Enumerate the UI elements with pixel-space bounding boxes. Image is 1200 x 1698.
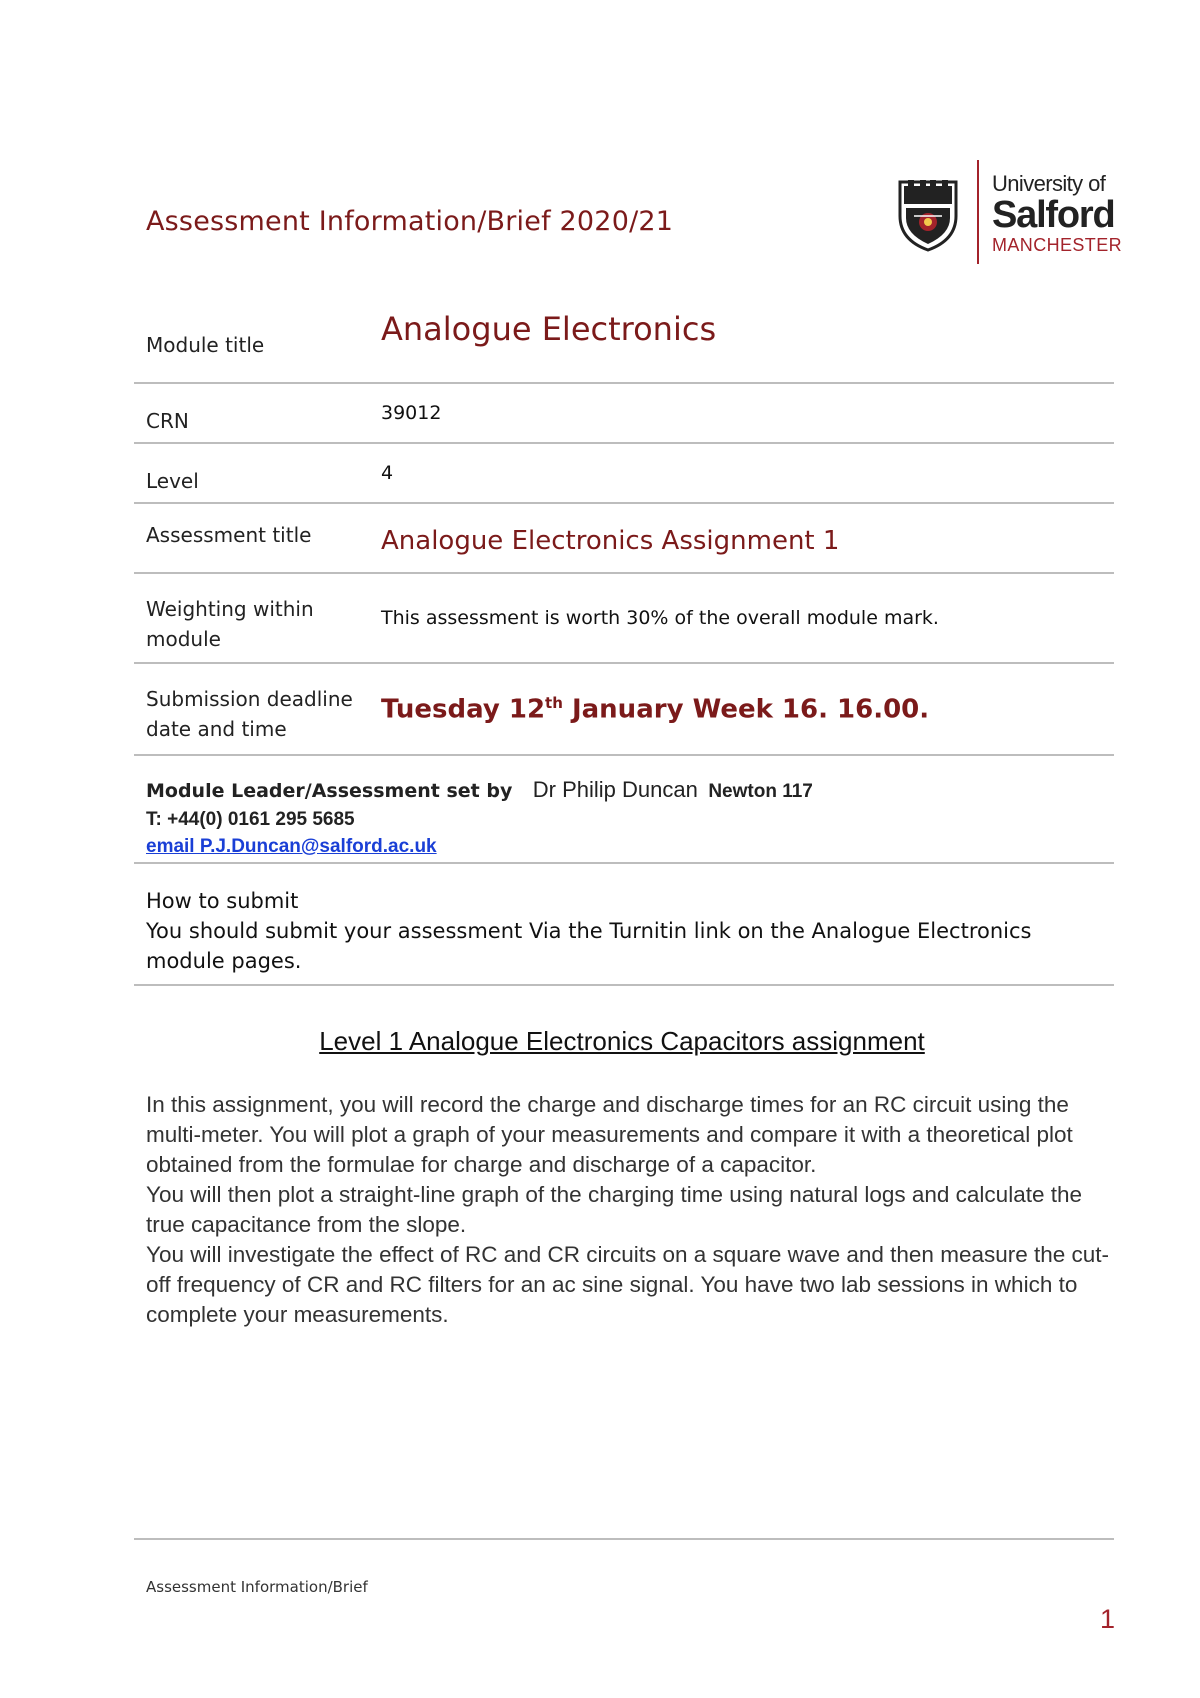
assessment-title-label: Assessment title — [146, 523, 312, 547]
row-how-to-submit — [134, 864, 1114, 986]
deadline-suffix: th — [545, 694, 563, 712]
weighting-value: This assessment is worth 30% of the overall module mark. — [381, 607, 939, 629]
row-deadline — [134, 664, 1114, 756]
logo-wordmark — [992, 172, 1122, 256]
module-leader-email-link[interactable]: email P.J.Duncan@salford.ac.uk — [146, 836, 437, 857]
assessment-info-table — [134, 310, 1114, 986]
row-weighting — [134, 574, 1114, 664]
crn-label: CRN — [146, 409, 189, 433]
row-level — [134, 444, 1114, 504]
row-module-title — [134, 310, 1114, 384]
intro-paragraph-1: In this assignment, you will record the charge and discharge times for an RC circuit using the multi-meter. You will plot a graph of your measurements and compare it with a theoretical plot obtained from the formulae for charge and discharge of a capacitor. — [146, 1092, 1073, 1177]
level-label: Level — [146, 469, 199, 493]
row-assessment-title — [134, 504, 1114, 574]
crest-icon — [896, 176, 960, 252]
row-module-leader — [134, 756, 1114, 864]
module-leader-name: Dr Philip Duncan — [532, 777, 698, 802]
how-to-submit-label: How to submit — [146, 889, 299, 913]
intro-paragraph-2: You will then plot a straight-line graph of the charging time using natural logs and calculate the true capacitance from the slope. — [146, 1182, 1083, 1237]
row-crn — [134, 384, 1114, 444]
deadline-rest: January Week 16. 16.00. — [562, 694, 930, 725]
page-number: 1 — [1100, 1604, 1116, 1634]
logo-salford: Salford — [992, 194, 1115, 236]
module-leader-block — [146, 776, 813, 861]
document-title: Assessment Information/Brief 2020/21 — [146, 206, 674, 237]
deadline-label — [146, 684, 353, 744]
crn-value: 39012 — [381, 402, 442, 424]
weighting-label-line2: module — [146, 627, 221, 651]
intro-text — [146, 1090, 1121, 1330]
footer-divider — [134, 1538, 1114, 1540]
section-title: Level 1 Analogue Electronics Capacitors assignment — [319, 1026, 925, 1056]
logo-divider — [977, 160, 979, 264]
how-to-submit-block — [146, 886, 1086, 976]
level-value: 4 — [381, 462, 394, 484]
footer-text: Assessment Information/Brief — [146, 1578, 368, 1596]
how-to-submit-text: You should submit your assessment Via the Turnitin link on the Analogue Electronics module pages. — [146, 919, 1032, 973]
university-logo — [896, 160, 1123, 264]
deadline-day: Tuesday 12 — [381, 694, 546, 725]
module-leader-phone: T: +44(0) 0161 295 5685 — [146, 809, 355, 830]
deadline-label-line1: Submission deadline — [146, 687, 353, 711]
logo-manchester: MANCHESTER — [992, 235, 1123, 255]
logo-university-of: University of — [992, 171, 1106, 196]
module-leader-room: Newton 117 — [708, 781, 813, 802]
module-title-label: Module title — [146, 333, 265, 357]
weighting-label-line1: Weighting within — [146, 597, 314, 621]
module-leader-label: Module Leader/Assessment set by — [146, 780, 513, 802]
weighting-label — [146, 594, 314, 654]
deadline-label-line2: date and time — [146, 717, 287, 741]
assessment-title-value: Analogue Electronics Assignment 1 — [381, 526, 840, 556]
deadline-value — [381, 694, 929, 725]
intro-paragraph-3: You will investigate the effect of RC and CR circuits on a square wave and then measure the cut-off frequency of CR and RC filters for an ac sine signal. You have two lab sessions in which to complete your measurements. — [146, 1242, 1110, 1327]
module-title-value: Analogue Electronics — [381, 310, 717, 348]
